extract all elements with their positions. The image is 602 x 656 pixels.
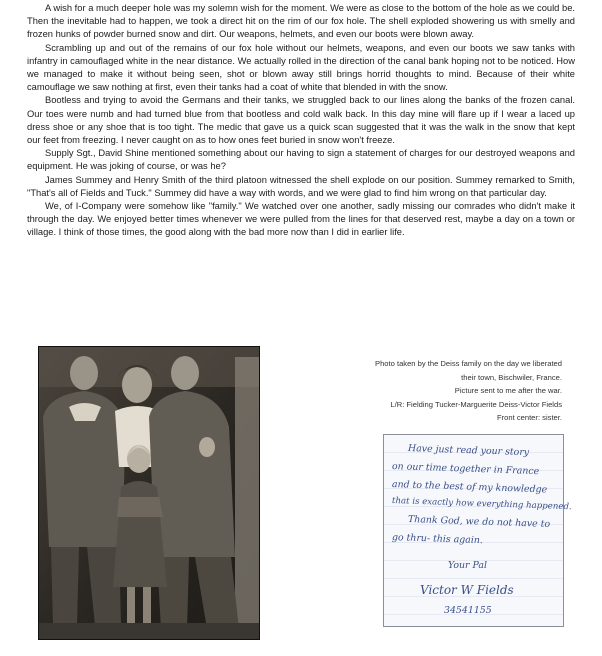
story-text — [27, 2, 575, 240]
note-serial-number: 34541155 — [444, 605, 492, 616]
caption-line: L/R: Fielding Tucker-Marguerite Deiss-Victor Fields — [390, 399, 562, 409]
note-line: that is exactly how everything happened. — [391, 496, 572, 513]
note-closing: Your Pal — [448, 560, 487, 571]
story-paragraph: Supply Sgt., David Shine mentioned something about our having to sign a statement of charges for our destroyed weapons and equipment. He was joking of course, or was he? — [27, 148, 575, 172]
story-paragraph: We, of I-Company were somehow like "family." We watched over one another, sadly missing our comrades who didn't make it through the day. We enjoyed better times whenever we were pulled from the lines for that deserved rest, maybe a day on a town or village. I think of those times, the good along with the bad more now than I did in earlier life. — [27, 201, 575, 238]
caption-line: Front center: sister. — [497, 413, 562, 423]
caption-line: Picture sent to me after the war. — [454, 386, 562, 396]
caption-line: Photo taken by the Deiss family on the day we liberated — [375, 359, 562, 368]
note-line: Thank God, we do not have to — [407, 514, 551, 530]
note-line: on our time together in France — [391, 461, 540, 478]
photo-illustration — [39, 347, 259, 639]
note-line: Have just read your story — [407, 443, 530, 459]
note-signature: Victor W Fields — [420, 583, 514, 597]
photo-caption — [318, 357, 562, 425]
story-paragraph: Scrambling up and out of the remains of our fox hole without our helmets, weapons, and even our boots we saw tanks with infantry in camouflaged white in the near distance. We actually rolled in the direction of the canal bank hoping not to be noticed. How we managed to make it without being seen, shot or blown away still brings horrid thoughts to mind. Because of their white camouflage we saw nothing at first, even their tanks had a coat of white that blended in with the snow. — [27, 42, 575, 93]
story-paragraph: Bootless and trying to avoid the Germans and their tanks, we struggled back to our lines along the banks of the frozen canal. Our toes were numb and had turned blue from that bootless and cold walk back. In this day mine will flare up if I wear a laced up dress shoe or any shoe that is too tight. The medic that gave us a quick scan suggested that it was the walk in the snow that kept our feet from freezing. I never caught on as to how ones feet buried in snow won't freeze. — [27, 95, 575, 146]
handwritten-note — [383, 434, 572, 627]
note-line: go thru- this again. — [391, 532, 484, 547]
note-line: and to the best of my knowledge — [391, 479, 548, 496]
caption-line: their town, Bischwiler, France. — [461, 372, 562, 382]
story-paragraph: A wish for a much deeper hole was my solemn wish for the moment. We were as close to the bottom of the hole as we could be. Then the inevitable had to happen, we took a direct hit on the rim of our fox hole. The shell exploded showering us with smelly and frozen hunks of powder burned snow and dirt. Our weapons, helmets, and even our boots were blown away. — [27, 3, 575, 40]
story-paragraph: James Summey and Henry Smith of the third platoon witnessed the shell explode on our position. Summey remarked to Smith, "That's all of Fields and Tuck." Summey did have a way with words, and we were glad to find him wrong on that particular day. — [27, 174, 575, 198]
vintage-group-photo — [38, 346, 260, 640]
